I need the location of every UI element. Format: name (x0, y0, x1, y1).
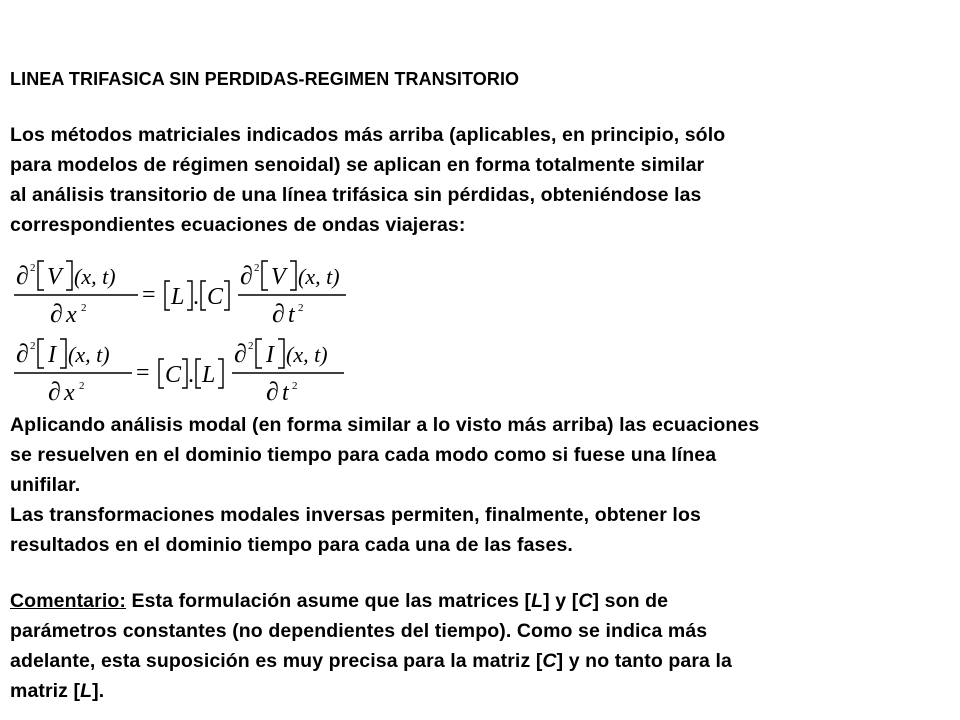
svg-text:=: = (136, 360, 150, 386)
matrix-l-ref: L (531, 590, 544, 612)
comment-line (10, 589, 668, 613)
svg-text:=: = (142, 282, 156, 308)
intro-line: para modelos de régimen senoidal) se aplican en forma totalmente similar (10, 154, 705, 176)
comment-text: ]. (92, 680, 105, 702)
page-title: LINEA TRIFASICA SIN PERDIDAS-REGIMEN TRANSITORIO (10, 69, 520, 89)
matrix-2: L (202, 362, 216, 388)
matrix-1: L (171, 284, 185, 310)
svg-text:∂: ∂ (234, 339, 247, 368)
matrix-1: C (165, 362, 182, 388)
var-symbol: V (47, 264, 62, 290)
comment-text: adelante, esta suposición es muy precisa para la matriz [ (10, 650, 543, 672)
comment-label: Comentario: (10, 590, 126, 612)
matrix-2: C (207, 284, 224, 310)
svg-text:2: 2 (30, 340, 36, 352)
modal-line: unifilar. (10, 474, 81, 496)
var-symbol: I (266, 342, 274, 368)
rhs-den-var: t (288, 302, 295, 328)
comment-text: ] y [ (543, 590, 579, 612)
svg-text:.: . (188, 362, 194, 388)
svg-text:∂: ∂ (16, 261, 29, 290)
var-symbol: I (48, 342, 56, 368)
svg-text:2: 2 (30, 262, 36, 274)
svg-text:∂: ∂ (272, 299, 285, 328)
wave-equation-voltage (10, 254, 350, 330)
svg-text:∂: ∂ (266, 377, 279, 406)
modal-line: resultados en el dominio tiempo para cada una de las fases. (10, 534, 573, 556)
matrix-c-ref: C (578, 590, 593, 612)
svg-text:2: 2 (248, 340, 254, 352)
svg-text:∂: ∂ (48, 377, 61, 406)
var-symbol: V (271, 264, 286, 290)
comment-line (10, 679, 104, 703)
lhs-den-var: x (64, 380, 75, 406)
svg-text:2: 2 (292, 380, 298, 392)
lhs-den-var: x (66, 302, 77, 328)
svg-text:2: 2 (81, 302, 87, 314)
matrix-l-ref: L (80, 680, 93, 702)
matrix-c-ref: C (542, 650, 557, 672)
comment-text: Esta formulación asume que las matrices [ (125, 590, 532, 612)
svg-text:2: 2 (298, 302, 304, 314)
intro-line: al análisis transitorio de una línea trifásica sin pérdidas, obteniéndose las (10, 184, 702, 206)
rhs-den-var: t (282, 380, 289, 406)
modal-line: Aplicando análisis modal (en forma similar a lo visto más arriba) las ecuaciones (10, 414, 760, 436)
svg-text:∂: ∂ (16, 339, 29, 368)
modal-line: se resuelven en el dominio tiempo para cada modo como si fuese una línea (10, 444, 717, 466)
var-args: (x, t) (298, 264, 340, 289)
wave-equation-current (10, 332, 350, 408)
var-args: (x, t) (68, 342, 110, 367)
svg-text:2: 2 (254, 262, 260, 274)
comment-line (10, 649, 732, 673)
intro-line: Los métodos matriciales indicados más arriba (aplicables, en principio, sólo (10, 124, 726, 146)
intro-line: correspondientes ecuaciones de ondas viajeras: (10, 214, 466, 236)
comment-text: ] son de (592, 590, 669, 612)
modal-line: Las transformaciones modales inversas permiten, finalmente, obtener los (10, 504, 701, 526)
svg-text:.: . (193, 284, 199, 310)
var-args: (x, t) (74, 264, 116, 289)
comment-line: parámetros constantes (no dependientes del tiempo). Como se indica más (10, 620, 708, 642)
svg-text:∂: ∂ (240, 261, 253, 290)
svg-text:2: 2 (79, 380, 85, 392)
comment-text: ] y no tanto para la (556, 650, 732, 672)
svg-text:∂: ∂ (50, 299, 63, 328)
var-args: (x, t) (286, 342, 328, 367)
comment-text: matriz [ (10, 680, 81, 702)
